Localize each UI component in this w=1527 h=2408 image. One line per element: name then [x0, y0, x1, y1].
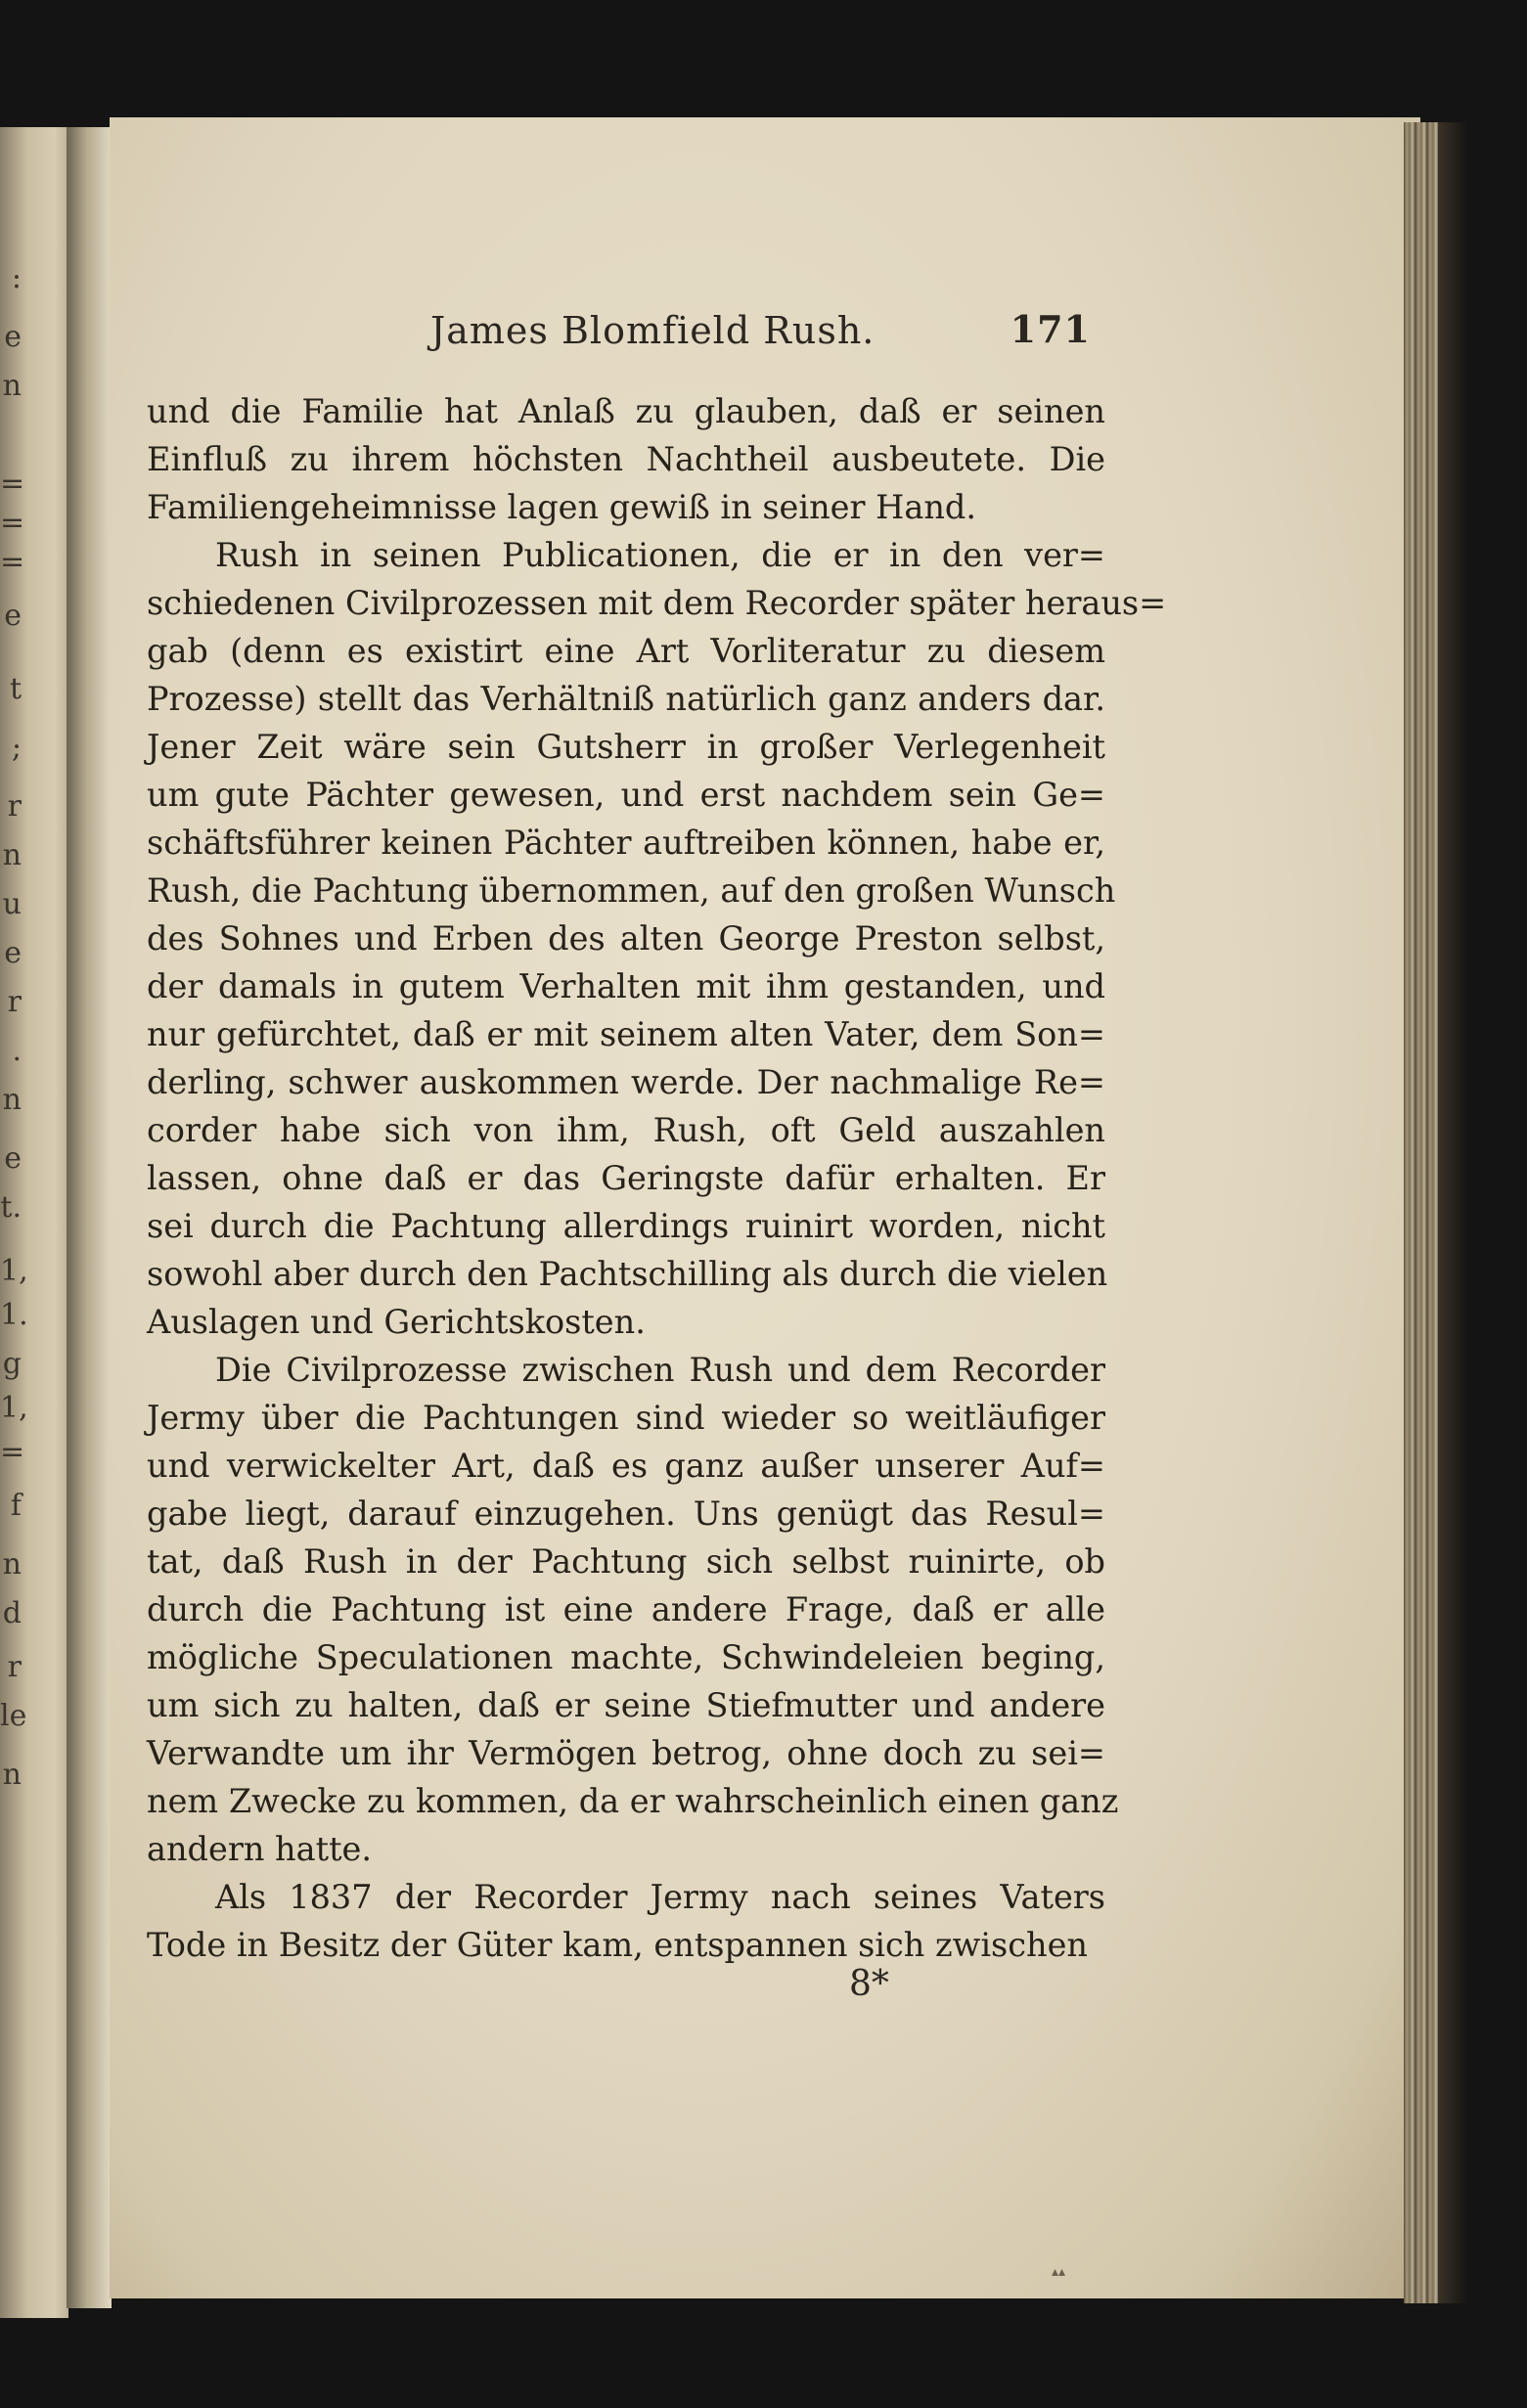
text-line: Rush, die Pachtung übernommen, auf den großen Wunsch [147, 871, 1116, 910]
signature-mark: 8* [849, 1964, 889, 2004]
text-line: schäftsführer keinen Pächter auftreiben können, habe er, [147, 824, 1105, 862]
text-line: Die Civilprozesse zwischen Rush und dem Recorder [215, 1351, 1105, 1389]
previous-page-fragment: 1. [0, 1298, 28, 1332]
previous-page-fragment: e [4, 1141, 22, 1176]
text-line: durch die Pachtung ist eine andere Frage, daß er alle [147, 1590, 1105, 1628]
text-line: Prozesse) stellt das Verhältniß natürlich ganz anders dar. [147, 680, 1105, 718]
ink-speck: ▴▴ [1052, 2264, 1066, 2280]
previous-page-fragment: t. [0, 1190, 22, 1225]
previous-page-fragment: le [0, 1699, 27, 1733]
paragraph [147, 1346, 1119, 1873]
paragraph [147, 531, 1167, 1346]
running-header [430, 309, 1115, 352]
text-line: des Sohnes und Erben des alten George Preston selbst, [147, 919, 1105, 958]
previous-page-fragment: 1, [0, 1254, 28, 1288]
text-line: mögliche Speculationen machte, Schwindeleien beging, [147, 1638, 1105, 1676]
previous-page-fragment: n [2, 369, 22, 403]
previous-page-fragment: n [2, 838, 22, 872]
text-line: und verwickelter Art, daß es ganz außer unserer Auf= [147, 1447, 1105, 1485]
previous-page-fragment: n [2, 1547, 22, 1582]
text-line: Jermy über die Pachtungen sind wieder so weitläufiger [147, 1399, 1105, 1437]
previous-page-fragment: = [0, 1435, 25, 1469]
previous-page-fragment: r [7, 789, 22, 824]
text-line: sei durch die Pachtung allerdings ruinirt worden, nicht [147, 1207, 1105, 1245]
text-line: Familiengeheimnisse lagen gewiß in seiner Hand. [147, 488, 977, 526]
page-number: 171 [1010, 307, 1091, 351]
text-line: der damals in gutem Verhalten mit ihm gestanden, und [147, 967, 1105, 1005]
body-text [147, 387, 1167, 1969]
previous-page-fragment: f [10, 1489, 22, 1523]
text-line: nur gefürchtet, daß er mit seinem alten Vater, dem Son= [147, 1015, 1105, 1053]
text-line: andern hatte. [147, 1830, 373, 1868]
paragraph [147, 387, 1105, 531]
previous-page-fragment: n [2, 1083, 22, 1117]
text-line: schiedenen Civilprozessen mit dem Recorder später heraus= [147, 584, 1167, 622]
text-line: Tode in Besitz der Güter kam, entspannen sich zwischen [147, 1926, 1088, 1964]
previous-page-fragment: = [0, 467, 25, 501]
previous-page-fragment: e [4, 320, 22, 354]
previous-page-fragment: n [2, 1758, 22, 1792]
text-line: gabe liegt, darauf einzugehen. Uns genügt das Resul= [147, 1494, 1105, 1533]
cover-shadow [1438, 122, 1467, 2303]
previous-page-fragment: 1, [0, 1391, 28, 1425]
text-line: gab (denn es existirt eine Art Vorliteratur zu diesem [147, 632, 1105, 670]
paragraph [147, 1873, 1105, 1969]
previous-page-fragment: t [9, 672, 22, 706]
text-line: um sich zu halten, daß er seine Stiefmutter und andere [147, 1686, 1105, 1724]
previous-page-fragment: = [0, 506, 25, 540]
previous-page-fragment: ; [11, 731, 22, 765]
previous-page-fragment: d [2, 1596, 22, 1630]
running-title: James Blomfield Rush. [430, 309, 876, 352]
text-line: nem Zwecke zu kommen, da er wahrscheinlich einen ganz [147, 1782, 1119, 1820]
previous-page-fragment: = [0, 545, 25, 579]
text-line: Als 1837 der Recorder Jermy nach seines Vaters [215, 1878, 1105, 1916]
text-line: corder habe sich von ihm, Rush, oft Geld auszahlen [147, 1111, 1105, 1149]
page-stack-edge [1404, 122, 1441, 2303]
text-line: sowohl aber durch den Pachtschilling als durch die vielen [147, 1255, 1108, 1293]
text-line: lassen, ohne daß er das Geringste dafür erhalten. Er [147, 1159, 1105, 1197]
text-line: und die Familie hat Anlaß zu glauben, daß er seinen [147, 392, 1105, 430]
previous-page-fragment: . [12, 1034, 22, 1068]
text-line: Einfluß zu ihrem höchsten Nachtheil ausbeutete. Die [147, 440, 1105, 478]
text-line: Rush in seinen Publicationen, die er in den ver= [215, 536, 1105, 574]
text-line: Auslagen und Gerichtskosten. [147, 1303, 646, 1341]
previous-page-edge [0, 127, 68, 2318]
book-gutter [67, 127, 112, 2308]
text-line: um gute Pächter gewesen, und erst nachdem sein Ge= [147, 776, 1105, 814]
text-line: tat, daß Rush in der Pachtung sich selbst ruinirte, ob [147, 1542, 1105, 1581]
text-line: Verwandte um ihr Vermögen betrog, ohne doch zu sei= [147, 1734, 1105, 1772]
previous-page-fragment: r [7, 1650, 22, 1684]
text-line: Jener Zeit wäre sein Gutsherr in großer Verlegenheit [147, 728, 1105, 766]
previous-page-fragment: : [11, 261, 22, 295]
previous-page-fragment: u [2, 887, 22, 921]
previous-page-fragment: r [7, 985, 22, 1019]
text-line: derling, schwer auskommen werde. Der nachmalige Re= [147, 1063, 1105, 1101]
previous-page-fragment: e [4, 599, 22, 633]
previous-page-fragment: e [4, 936, 22, 970]
previous-page-fragment: g [2, 1347, 22, 1381]
